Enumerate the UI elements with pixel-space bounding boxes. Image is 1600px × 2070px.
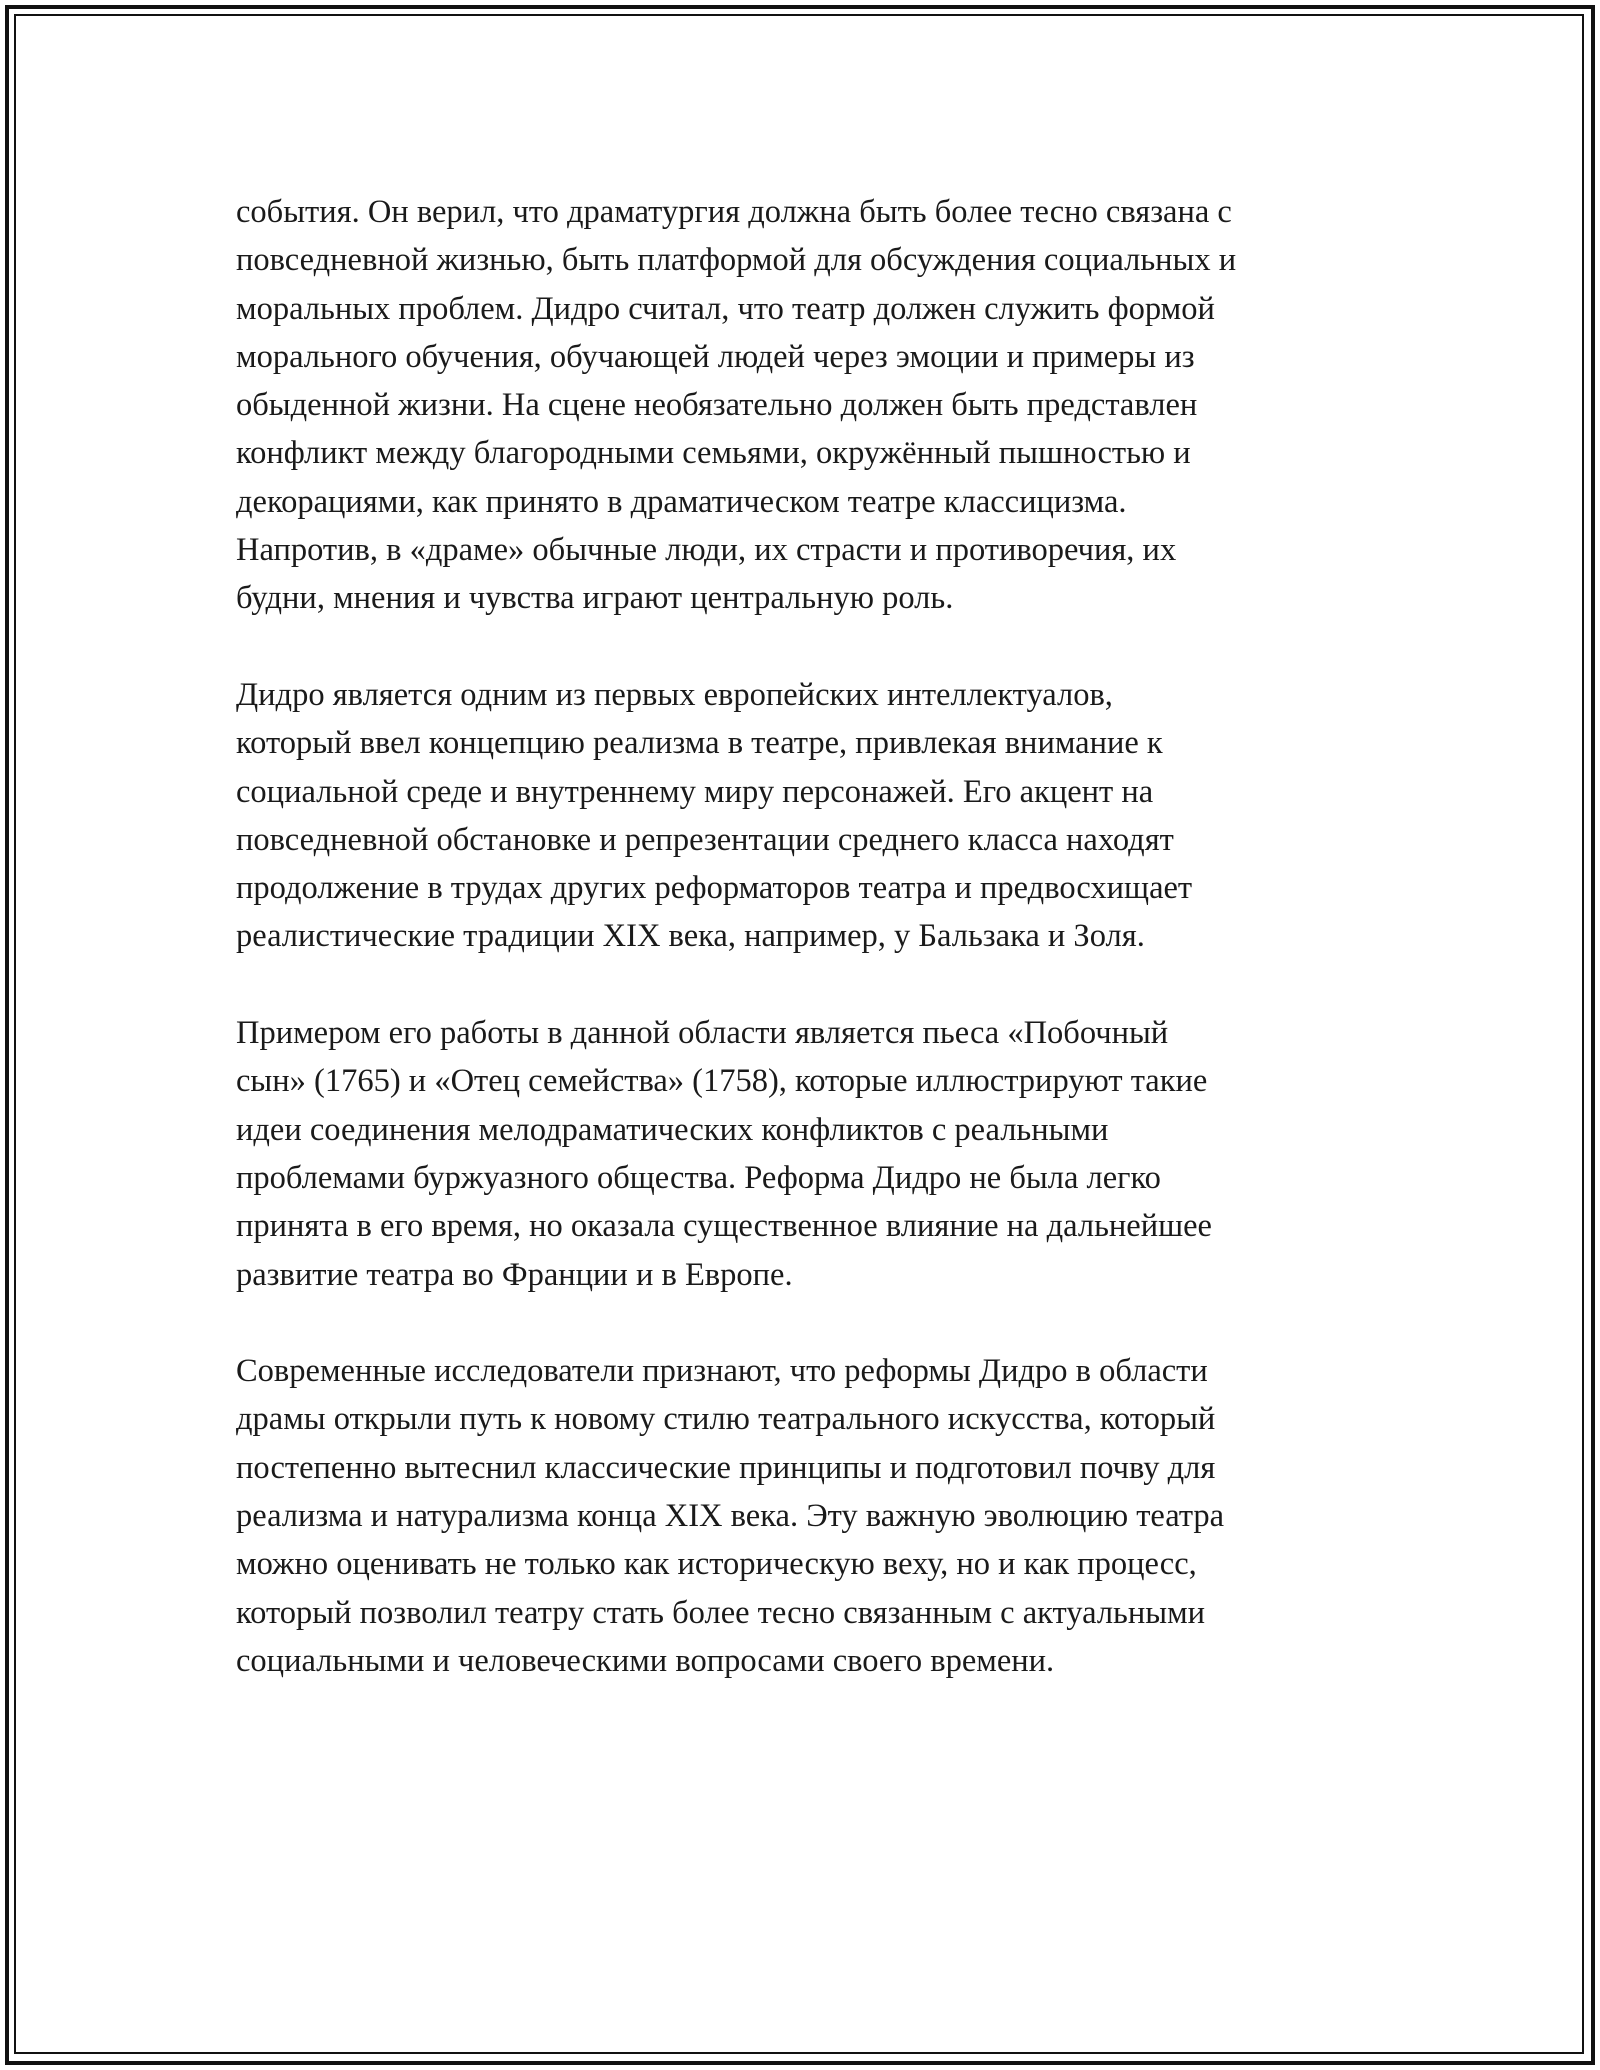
paragraph-2: Дидро является одним из первых европейских интеллектуалов, который ввел концепцию реализма в театре, привлекая внимание к социальной среде и внутреннему миру персонажей. Его акцент на повседневной обстановке и репрезентации среднего класса находят продолжение в трудах других реформаторов театра и предвосхищает реалистические традиции XIX века, например, у Бальзака и Золя. [236,676,1193,955]
paragraph-3: Примером его работы в данной области является пьеса «Побочный сын» (1765) и «Отец семейства» (1758), которые иллюстрируют такие идеи соединения мелодраматических конфликтов с реальными проблемами буржуазного общества. Реформа Дидро не была легко принята в его время, но оказала существенное влияние на дальнейшее развитие театра во Франции и в Европе. [236,1015,1212,1293]
document-body [236,188,1376,1734]
paragraph-1: события. Он верил, что драматургия должна быть более тесно связана с повседневной жизнью, быть платформой для обсуждения социальных и моральных проблем. Дидро считал, что театр должен служить формой морального обучения, обучающей людей через эмоции и примеры из обыденной жизни. На сцене необязательно должен быть представлен конфликт между благородными семьями, окружённый пышностью и декорациями, как принято в драматическом театре классицизма. Напротив, в «драме» обычные люди, их страсти и противоречия, их будни, мнения и чувства играют центральную роль. [236,194,1237,617]
paragraph-4: Современные исследователи признают, что реформы Дидро в области драмы открыли путь к новому стилю театрального искусства, который постепенно вытеснил классические принципы и подготовил почву для реализма и натурализма конца XIX века. Эту важную эволюцию театра можно оценивать не только как историческую веху, но и как процесс, который позволил театру стать более тесно связанным с актуальными социальными и человеческими вопросами своего времени. [236,1353,1225,1679]
